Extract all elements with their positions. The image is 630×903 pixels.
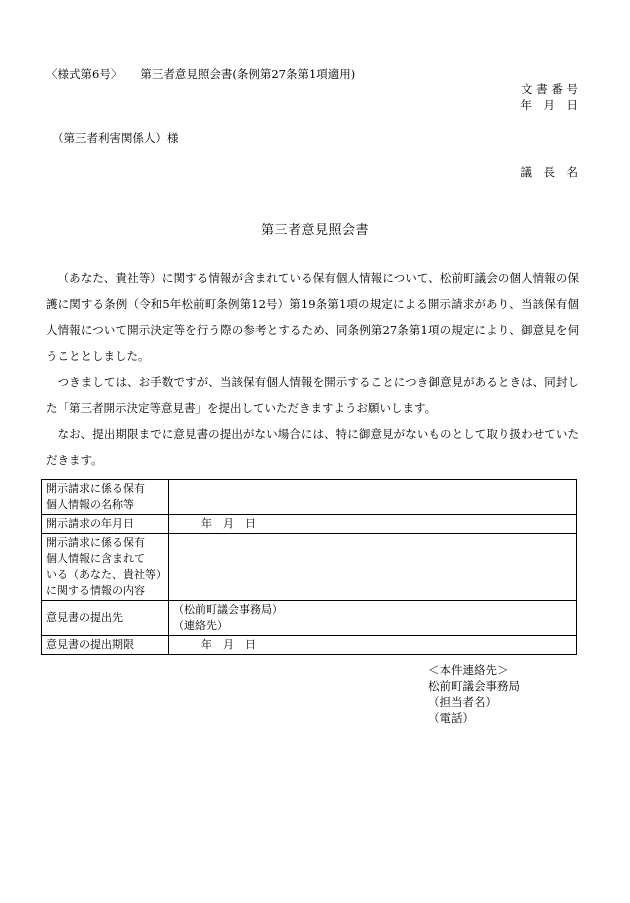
row-label: 開示請求に係る保有 個人情報の名称等 bbox=[42, 480, 169, 515]
row-value bbox=[169, 534, 577, 601]
body-text bbox=[46, 265, 579, 473]
table-row bbox=[42, 534, 577, 601]
sender: 議 長 名 bbox=[520, 165, 578, 179]
document-date: 年 月 日 bbox=[520, 98, 578, 112]
document-title: 第三者意見照会書 bbox=[260, 223, 369, 238]
row-label: 開示請求に係る保有 個人情報に含まれて いる（あなた、貴社等） に関する情報の内容 bbox=[42, 534, 169, 601]
paragraph: （あなた、貴社等）に関する情報が含まれている保有個人情報について、松前町議会の個人情報の保護に関する条例（令和5年松前町条例第12号）第19条第1項の規定による開示請求があり、当該保有個人情報について開示決定等を行う際の参考とするため、同条例第27条第1項の規定により、御意見を伺うこととしました。 bbox=[46, 271, 579, 363]
contact-person: （担当者名） bbox=[428, 695, 497, 709]
row-label: 意見書の提出先 bbox=[42, 601, 169, 636]
form-title: 第三者意見照会書(条例第27条第1項適用) bbox=[140, 67, 356, 81]
contact-block bbox=[428, 662, 578, 726]
table-row bbox=[42, 636, 577, 655]
contact-phone: （電話） bbox=[428, 711, 474, 725]
form-header bbox=[46, 66, 355, 82]
row-label: 開示請求の年月日 bbox=[42, 515, 169, 534]
document-number: 文 書 番 号 bbox=[521, 82, 578, 96]
row-label: 意見書の提出期限 bbox=[42, 636, 169, 655]
info-table bbox=[41, 479, 577, 655]
table-row bbox=[42, 515, 577, 534]
row-value bbox=[169, 480, 577, 515]
contact-office: 松前町議会事務局 bbox=[428, 679, 520, 693]
contact-heading: ＜本件連絡先＞ bbox=[428, 663, 509, 677]
table-row bbox=[42, 480, 577, 515]
paragraph: なお、提出期限までに意見書の提出がない場合には、特に御意見がないものとして取り扱わせていただきます。 bbox=[46, 427, 579, 467]
row-value: （松前町議会事務局） （連絡先） bbox=[169, 601, 577, 636]
recipient: （第三者利害関係人）様 bbox=[52, 131, 179, 145]
paragraph: つきましては、お手数ですが、当該保有個人情報を開示することにつき御意見があるときは、同封した「第三者開示決定等意見書」を提出していただきますようお願いします。 bbox=[46, 375, 579, 415]
row-value: 年 月 日 bbox=[169, 636, 577, 655]
row-value: 年 月 日 bbox=[169, 515, 577, 534]
form-number: 〈様式第6号〉 bbox=[46, 67, 123, 81]
table-row bbox=[42, 601, 577, 636]
